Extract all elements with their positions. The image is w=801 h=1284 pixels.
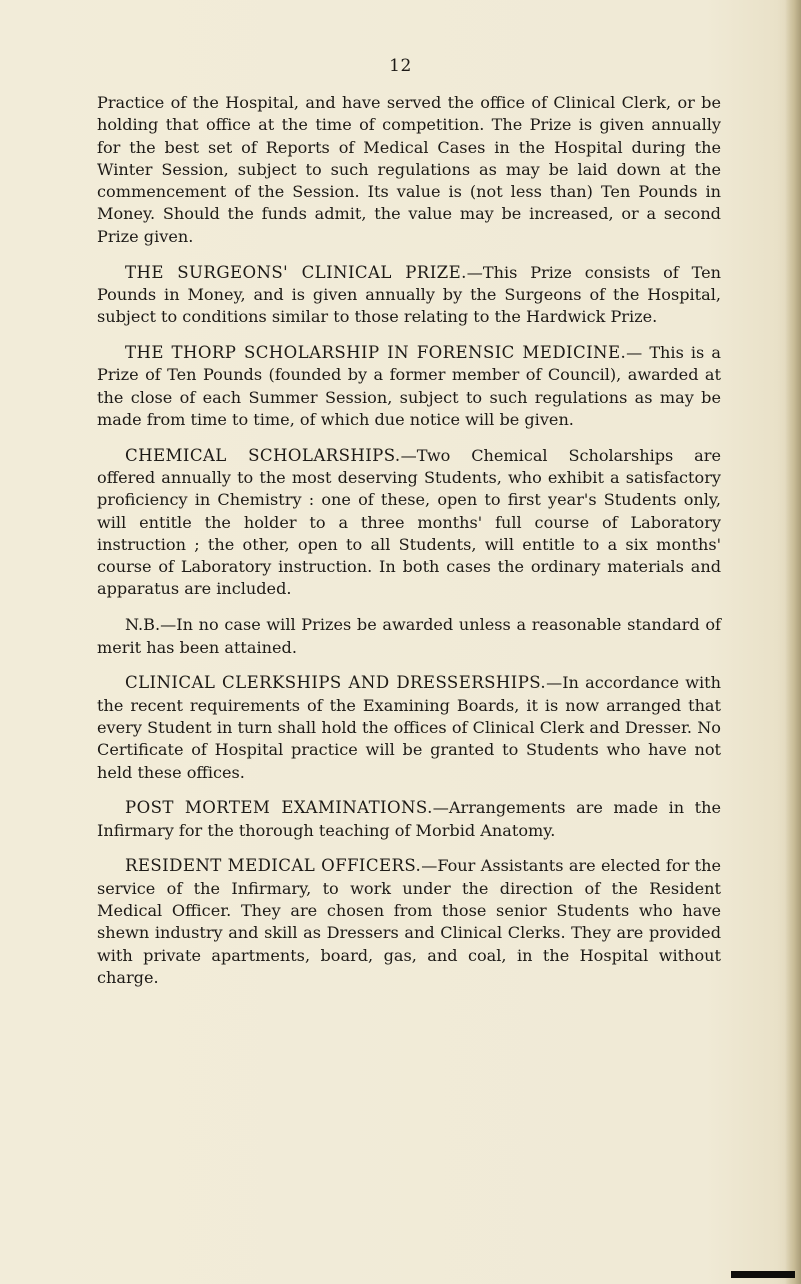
paragraph-body: —Arrangements are made in the Infirmary for the thorough teaching of Morbid Anatomy. [97,798,722,840]
paragraph-chemical-scholarships [97,445,721,601]
paragraph-heading: N.B. [125,615,161,635]
paragraph-thorp-scholarship [97,342,721,431]
paragraph-heading: RESIDENT MEDICAL OFFICERS. [125,856,422,876]
paragraph-body: Practice of the Hospital, and have served the office of Clinical Clerk, or be holding that office at the time of competition. The Prize is given annually for the best set of Reports of Medical Cases in the Hospital during the Winter Session, subject to such regulations as may be laid down at the commencement of the Session. Its value is (not less than) Ten Pounds in Money. Should the funds admit, the value may be increased, or a second Prize given. [97,93,721,246]
paragraph-body: —This Prize consists of Ten Pounds in Money, and is given annually by the Surgeons of the Hospital, subject to conditions similar to those relating to the Hardwick Prize. [97,262,721,327]
paragraph-nota-bene [97,614,721,659]
page-text [97,92,721,1003]
paragraph-post-mortem [97,797,721,842]
paragraph-resident-medical-officers [97,855,721,989]
paragraph-surgeons-clinical-prize [97,262,721,329]
paragraph-body: —Two Chemical Scholarships are offered annually to the most deserving Students, who exhibit a satisfactory proficiency in Chemistry : one of these, open to first year's Students only, will entitle the holder to a three months' full course of Laboratory instruction ; the other, open to all Students, will entitle to a six months' course of Laboratory instruction. In both cases the ordinary materials and apparatus are included. [97,445,721,599]
paragraph-body: —In accordance with the recent requirements of the Examining Boards, it is now arranged that every Student in turn shall hold the offices of Clinical Clerk and Dresser. No Certificate of Hospital practice will be granted to Students who have not held these offices. [97,673,721,782]
paragraph-heading: POST MORTEM EXAMINATIONS. [125,798,433,818]
paragraph-body: — This is a Prize of Ten Pounds (founded by a former member of Council), awarded at the close of each Summer Session, subject to such regulations as may be made from time to time, of which due notice will be given. [97,342,722,429]
paragraph-hardwick-continued [97,92,721,248]
paragraph-body: —In no case will Prizes be awarded unless a reasonable standard of merit has been attained. [97,615,721,657]
page-edge-shadow [785,0,801,1284]
paragraph-heading: CLINICAL CLERKSHIPS AND DRESSERSHIPS. [125,673,547,693]
paragraph-heading: THE SURGEONS' CLINICAL PRIZE. [125,262,467,282]
paragraph-heading: CHEMICAL SCHOLARSHIPS. [125,445,401,465]
paragraph-clinical-clerkships [97,672,721,783]
page-number: 12 [389,56,412,76]
paragraph-body: —Four Assistants are elected for the service of the Infirmary, to work under the direction of the Resident Medical Officer. They are chosen from those senior Students who have shewn industry and skill as Dressers and Clinical Clerks. They are provided with private apartments, board, gas, and coal, in the Hospital without charge. [97,856,722,987]
scan-edge-mark [731,1271,795,1278]
paragraph-heading: THE THORP SCHOLARSHIP IN FORENSIC MEDICINE. [125,342,627,362]
